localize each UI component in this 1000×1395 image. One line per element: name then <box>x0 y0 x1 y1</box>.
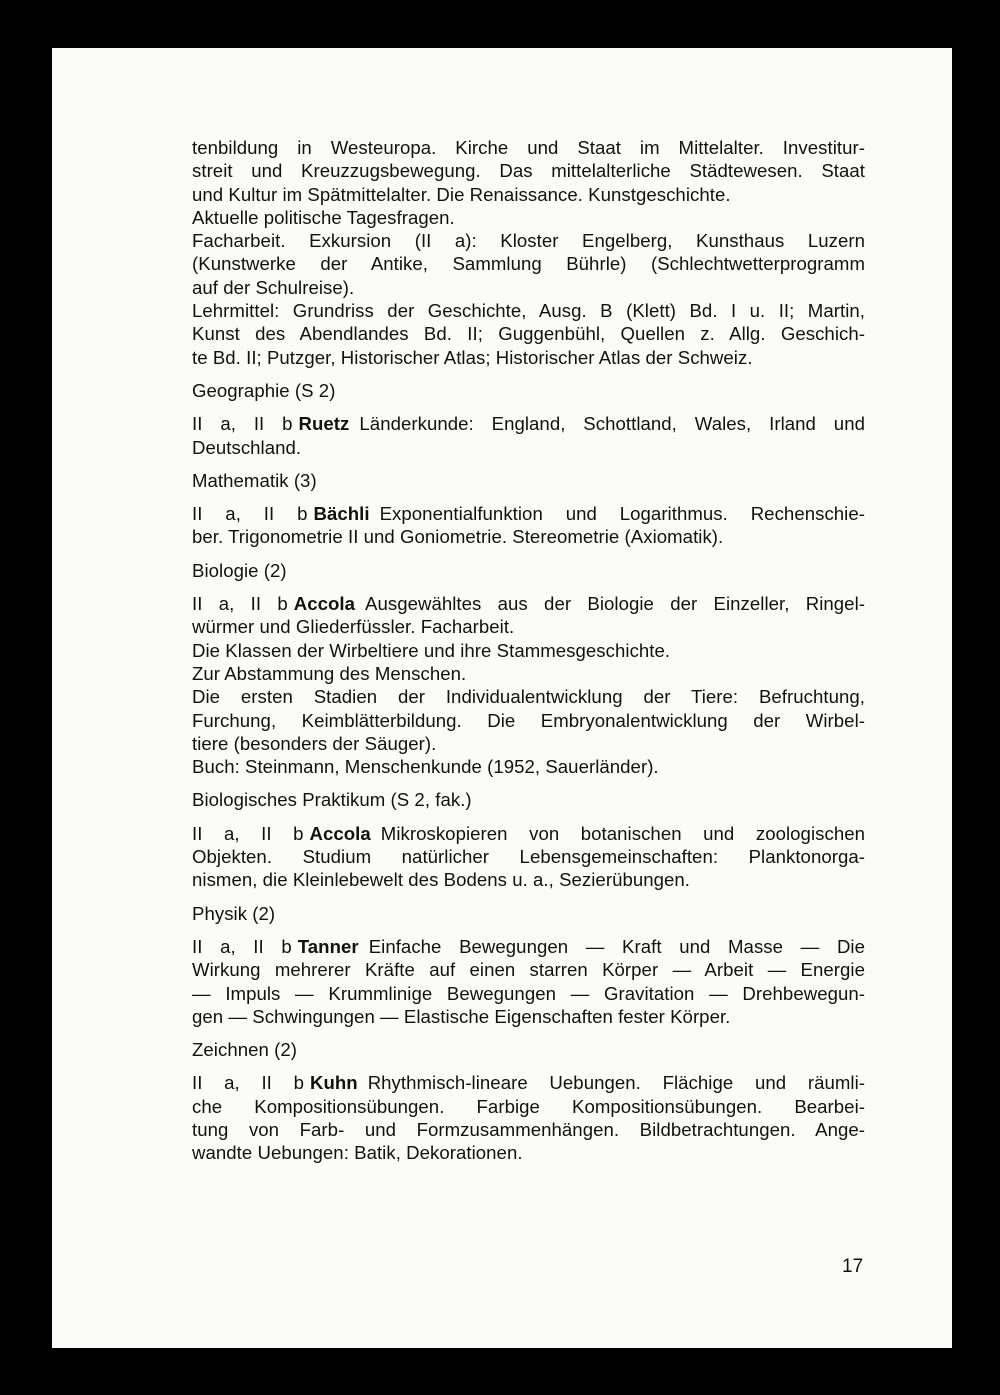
document-page <box>52 48 952 1348</box>
text-line <box>192 412 865 435</box>
text-line <box>192 935 865 958</box>
teacher-name: Accola <box>293 593 355 615</box>
section-heading: Biologisches Praktikum (S 2, fak.) <box>192 789 472 811</box>
text-line: Zur Abstammung des Menschen. <box>192 662 467 684</box>
page-number: 17 <box>842 1256 864 1277</box>
text-line: Objekten. Studium natürlicher Lebensgemeinschaften: Planktonorga- <box>192 846 865 868</box>
section-mathematik <box>192 469 865 549</box>
teacher-name: Accola <box>309 822 371 844</box>
text-line: tenbildung in Westeuropa. Kirche und Staat im Mittelalter. Investitur- <box>192 137 865 158</box>
text-fragment: Mikroskopieren von botanischen und zoologischen <box>380 822 865 844</box>
section-physik <box>192 902 865 1028</box>
teacher-name: Bächli <box>313 503 370 525</box>
section-heading: Mathematik (3) <box>192 469 317 491</box>
section-biologie <box>192 559 865 779</box>
text-line <box>192 502 865 525</box>
text-fragment: Rhythmisch-lineare Uebungen. Flächige und räumli- <box>367 1072 865 1094</box>
text-fragment: Einfache Bewegungen — Kraft und Masse — Die <box>368 935 865 957</box>
text-line: würmer und Gliederfüssler. Facharbeit. <box>192 616 515 638</box>
text-line: Die Klassen der Wirbeltiere und ihre Stammesgeschichte. <box>192 639 671 661</box>
section-heading: Geographie (S 2) <box>192 379 336 401</box>
text-line: Lehrmittel: Grundriss der Geschichte, Ausg. B (Klett) Bd. I u. II; Martin, <box>192 300 865 322</box>
intro-paragraph <box>192 136 865 369</box>
section-praktikum <box>192 788 865 891</box>
text-line: Facharbeit. Exkursion (II a): Kloster Engelberg, Kunsthaus Luzern <box>192 230 865 252</box>
text-line: che Kompositionsübungen. Farbige Kompositionsübungen. Bearbei- <box>192 1095 865 1117</box>
text-fragment: Länderkunde: England, Schottland, Wales, Irland und <box>359 413 865 435</box>
text-line: Wirkung mehrerer Kräfte auf einen starren Körper — Arbeit — Energie <box>192 959 865 981</box>
class-label: II a, II b <box>192 413 293 435</box>
section-geographie <box>192 379 865 459</box>
text-line: te Bd. II; Putzger, Historischer Atlas; Historischer Atlas der Schweiz. <box>192 346 753 368</box>
class-label: II a, II b <box>192 935 292 957</box>
text-line: auf der Schulreise). <box>192 276 355 298</box>
text-line: Deutschland. <box>192 436 302 458</box>
text-line <box>192 592 865 615</box>
section-heading: Physik (2) <box>192 902 276 924</box>
teacher-name: Ruetz <box>298 413 350 435</box>
section-zeichnen <box>192 1038 865 1164</box>
class-label: II a, II b <box>192 822 304 844</box>
section-heading: Biologie (2) <box>192 559 287 581</box>
text-line: nismen, die Kleinlebewelt des Bodens u. a., Sezierübungen. <box>192 869 691 891</box>
text-line: (Kunstwerke der Antike, Sammlung Bührle) (Schlechtwetterprogramm <box>192 253 865 275</box>
text-line: — Impuls — Krummlinige Bewegungen — Gravitation — Drehbewegun- <box>192 982 865 1004</box>
teacher-name: Kuhn <box>309 1072 358 1094</box>
text-line: ber. Trigonometrie II und Goniometrie. Stereometrie (Axiomatik). <box>192 526 724 548</box>
class-label: II a, II b <box>192 1072 304 1094</box>
teacher-name: Tanner <box>297 935 359 957</box>
class-label: II a, II b <box>192 593 288 615</box>
class-label: II a, II b <box>192 503 308 525</box>
text-line: gen — Schwingungen — Elastische Eigenschaften fester Körper. <box>192 1005 731 1027</box>
text-line <box>192 822 865 845</box>
text-line: Aktuelle politische Tagesfragen. <box>192 206 455 228</box>
text-line: und Kultur im Spätmittelalter. Die Renaissance. Kunstgeschichte. <box>192 183 731 205</box>
text-line: wandte Uebungen: Batik, Dekorationen. <box>192 1142 523 1164</box>
text-line: tung von Farb- und Formzusammenhängen. Bildbetrachtungen. Ange- <box>192 1118 865 1140</box>
section-heading: Zeichnen (2) <box>192 1039 297 1061</box>
text-line: streit und Kreuzzugsbewegung. Das mittelalterliche Städtewesen. Staat <box>192 160 865 182</box>
text-line: tiere (besonders der Säuger). <box>192 732 437 754</box>
text-line <box>192 1071 865 1094</box>
text-line: Kunst des Abendlandes Bd. II; Guggenbühl, Quellen z. Allg. Geschich- <box>192 323 865 345</box>
text-line: Buch: Steinmann, Menschenkunde (1952, Sauerländer). <box>192 756 659 778</box>
page-content <box>192 136 865 1165</box>
text-fragment: Ausgewähltes aus der Biologie der Einzeller, Ringel- <box>365 593 865 615</box>
text-line: Furchung, Keimblätterbildung. Die Embryonalentwicklung der Wirbel- <box>192 709 865 731</box>
text-fragment: Exponentialfunktion und Logarithmus. Rechenschie- <box>379 503 865 525</box>
text-line: Die ersten Stadien der Individualentwicklung der Tiere: Befruchtung, <box>192 686 865 708</box>
